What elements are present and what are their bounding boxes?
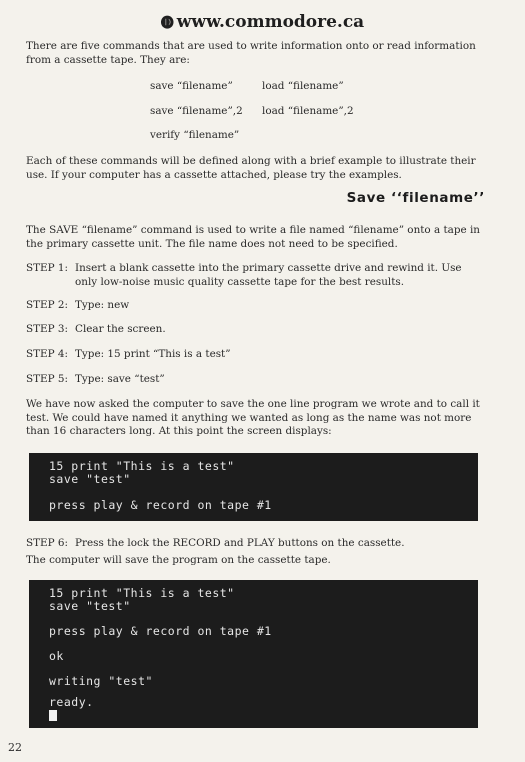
step-5-text: Type: save “test” xyxy=(75,373,165,385)
step-3-label: STEP 3: xyxy=(26,323,69,335)
command-save: save “filename” xyxy=(150,80,233,92)
step-2-label: STEP 2: xyxy=(26,299,69,311)
screen-line: press play & record on tape #1 xyxy=(49,498,272,512)
step-1-text: Insert a blank cassette into the primary cassette drive and rewind it. Use only low-noise music quality cassette tape for the best results. xyxy=(75,262,462,288)
screen-line: 15 print "This is a test" xyxy=(49,459,235,473)
command-save-2: save “filename”,2 xyxy=(150,105,243,117)
intro-paragraph: There are five commands that are used to write information onto or read information from a cassette tape. They are: xyxy=(26,40,476,66)
screen-line: ok xyxy=(49,649,64,663)
command-verify: verify “filename” xyxy=(150,129,240,141)
commands-outro-paragraph: Each of these commands will be defined along with a brief example to illustrate their use. If your computer has a cassette attached, please try the examples. xyxy=(26,155,476,181)
screen-line: save "test" xyxy=(49,472,131,486)
step-3-text: Clear the screen. xyxy=(75,323,166,335)
page-number: 22 xyxy=(8,741,22,754)
screen-line: press play & record on tape #1 xyxy=(49,624,272,638)
cursor-block xyxy=(49,710,57,721)
step-6-text: Press the lock the RECORD and PLAY buttons on the cassette. xyxy=(75,537,405,549)
step-4-text: Type: 15 print “This is a test” xyxy=(75,348,231,360)
screen-line: writing "test" xyxy=(49,674,153,688)
after-step-6-paragraph: The computer will save the program on the cassette tape. xyxy=(26,554,331,566)
command-load-2: load “filename”,2 xyxy=(262,105,354,117)
step-4-label: STEP 4: xyxy=(26,348,69,360)
step-5-label: STEP 5: xyxy=(26,373,69,385)
step-2-text: Type: new xyxy=(75,299,130,311)
screen-line: ready. xyxy=(49,695,94,709)
commodore-logo-icon: 🅓 xyxy=(160,16,174,31)
step-1-label: STEP 1: xyxy=(26,262,69,274)
watermark-text: www.commodore.ca xyxy=(176,12,365,32)
screen-line: save "test" xyxy=(49,599,131,613)
command-load: load “filename” xyxy=(262,80,344,92)
watermark xyxy=(0,12,525,32)
screen-display-2 xyxy=(29,580,478,728)
section-description: The SAVE “filename” command is used to write a file named “filename” onto a tape in the primary cassette unit. The file name does not need to be specified. xyxy=(26,224,480,250)
step-6-label: STEP 6: xyxy=(26,537,69,549)
screen-line: 15 print "This is a test" xyxy=(49,586,235,600)
section-heading: Save ‘‘filename’’ xyxy=(346,190,485,206)
screen-display-1 xyxy=(29,453,478,521)
explanation-paragraph: We have now asked the computer to save the one line program we wrote and to call it test. We could have named it anything we wanted as long as the name was not more than 16 characters long. At this point the screen displays: xyxy=(26,398,480,437)
